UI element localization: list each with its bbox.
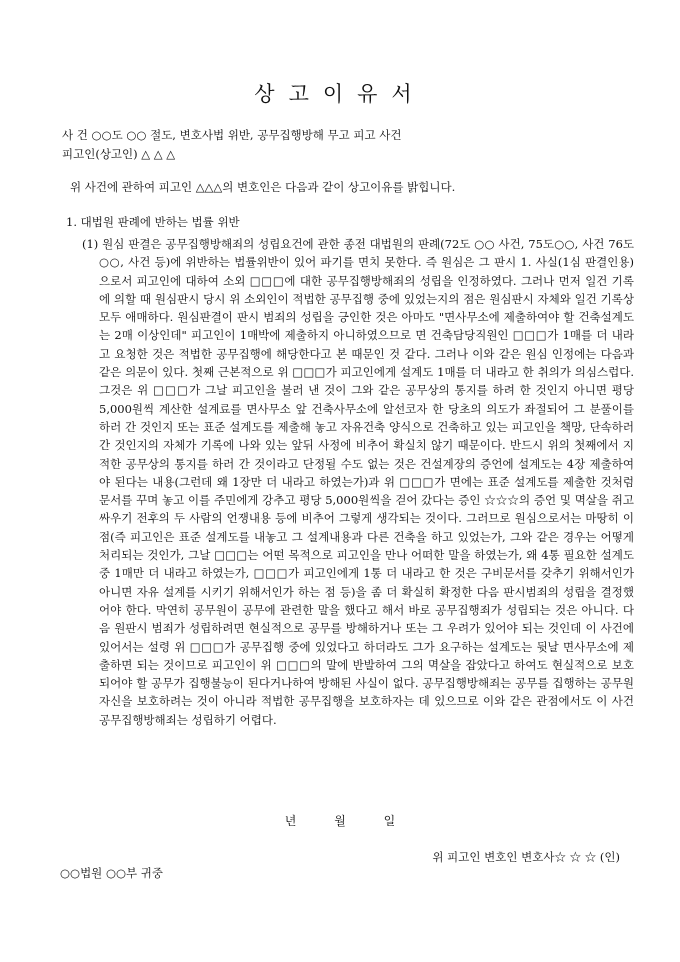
date-line: 년 월 일	[284, 814, 396, 828]
paragraph-number: (1)	[82, 237, 99, 251]
section-heading: 1. 대법원 판례에 반하는 법률 위반	[66, 215, 240, 229]
defendant-line: 피고인(상고인) △ △ △	[62, 147, 176, 161]
document-title: 상고이유서	[254, 82, 426, 106]
intro-sentence: 위 사건에 관하여 피고인 △△△의 변호인은 다음과 같이 상고이유를 밝힙니다.	[70, 180, 456, 194]
signer-line: 위 피고인 변호인 변호사☆ ☆ ☆ (인)	[432, 850, 620, 864]
body-paragraph	[82, 235, 634, 729]
case-line: 사 건 ○○도 ○○ 절도, 변호사법 위반, 공무집행방해 무고 피고 사건	[62, 128, 402, 142]
paragraph-text: 원심 판결은 공무집행방해죄의 성립요건에 관한 종전 대법원의 판례(72도 ○○ 사건, 75도○○, 사건 76도○○, 사건 등)에 위반하는 법률위반이 있어 파기를 면치 못한다. 즉 원심은 그 판시 1. 사실(1심 판결인용)으로서 피고인에 대하여 소외 □□□에 대한 공무집행방해죄의 성립을 인정하였다. 그러나 먼저 일건 기록에 의할 때 원심판시 당시 위 소외인이 적법한 공무집행 중에 있었는지의 점은 원심판시 자체와 일건 기록상 모두 애매하다. 원심판결이 판시 범죄의 성립을 긍인한 것은 아마도 "면사무소에 제출하여야 할 건축설계도는 2매 이상인데" 피고인이 1매박에 제출하지 아니하였으므로 면 건축담당직원인 □□□가 1매를 더 내라고 요청한 것은 적법한 공무집행에 해당한다고 본 때문인 것 같다. 그러나 이와 같은 원심 인정에는 다음과 같은 의문이 있다. 첫째 근본적으로 위 □□□가 피고인에게 설계도 1매를 더 내라고 한 취의가 의심스럽다. 그것은 위 □□□가 그날 피고인을 불러 낸 것이 그와 같은 공무상의 통지를 하려 한 것인지 아니면 평당 5,000원씩 계산한 설계료를 면사무소 앞 건축사무소에 알선코자 한 당초의 의도가 좌절되어 그 분풀이를 하러 간 것인지 또는 표준 설계도를 제출해 놓고 자유건축 양식으로 건축하고 있는 피고인을 책망, 단속하러 간 것인지의 자체가 기록에 나와 있는 앞뒤 사정에 비추어 확실치 않기 때문이다. 반드시 위의 첫째에서 지적한 공무상의 통지를 하러 간 것이라고 단정될 수도 없는 것은 건설계장의 증언에 설계도는 4장 제출하여야 된다는 내용(그런데 왜 1장만 더 내라고 하였는가)과 위 □□□가 면에는 표준 설계도를 제출한 것처럼 문서를 꾸며 놓고 이를 주민에게 강추고 평당 5,000원씩을 걷어 갔다는 증인 ☆☆☆의 증언 및 멱살을 쥐고 싸우기 전후의 두 사람의 언쟁내용 등에 비추어 그렇게 생각되는 것이다. 그러므로 원심으로서는 마땅히 이 점(즉 피고인은 표준 설계도를 내놓고 그 설계내용과 다른 건축을 하고 있었는가, 그와 같은 경우는 어떻게 처리되는 것인가, 그날 □□□는 어떤 목적으로 피고인을 만나 어떠한 말을 하였는가, 왜 4통 필요한 설계도 중 1매만 더 내라고 하였는가, □□□가 피고인에게 1통 더 내라고 한 것은 구비문서를 갖추기 위해서인가 아니면 자유 설계를 시키기 위해서인가 하는 점 등)을 좀 더 확실히 확정한 다음 판시범죄의 성립을 결정했어야 한다. 막연히 공무원이 공무에 관련한 말을 했다고 해서 바로 공무집행죄가 성립되는 것은 아니다. 다음 원판시 범죄가 성립하려면 현실적으로 공무를 방해하거나 또는 그 우려가 있어야 되는 것인데 이 사건에 있어서는 설령 위 □□□가 공무집행 중에 있었다고 하더라도 그가 요구하는 설계도는 뒷날 면사무소에 제출하면 되는 것이므로 피고인이 위 □□□의 말에 반발하여 그의 멱살을 잡았다고 하여도 현실적으로 보호되어야 할 공무가 집행불능이 된다거나하여 방해된 사실이 없다. 공무집행방해죄는 공무를 집행하는 공무원 자신을 보호하려는 것이 아니라 적법한 공무집행을 보호하자는 데 있으므로 이와 같은 관점에서도 이 사건 공무집행방해죄는 성립하기 어렵다.	[99, 237, 635, 727]
court-addressee: ○○법원 ○○부 귀중	[60, 866, 163, 880]
